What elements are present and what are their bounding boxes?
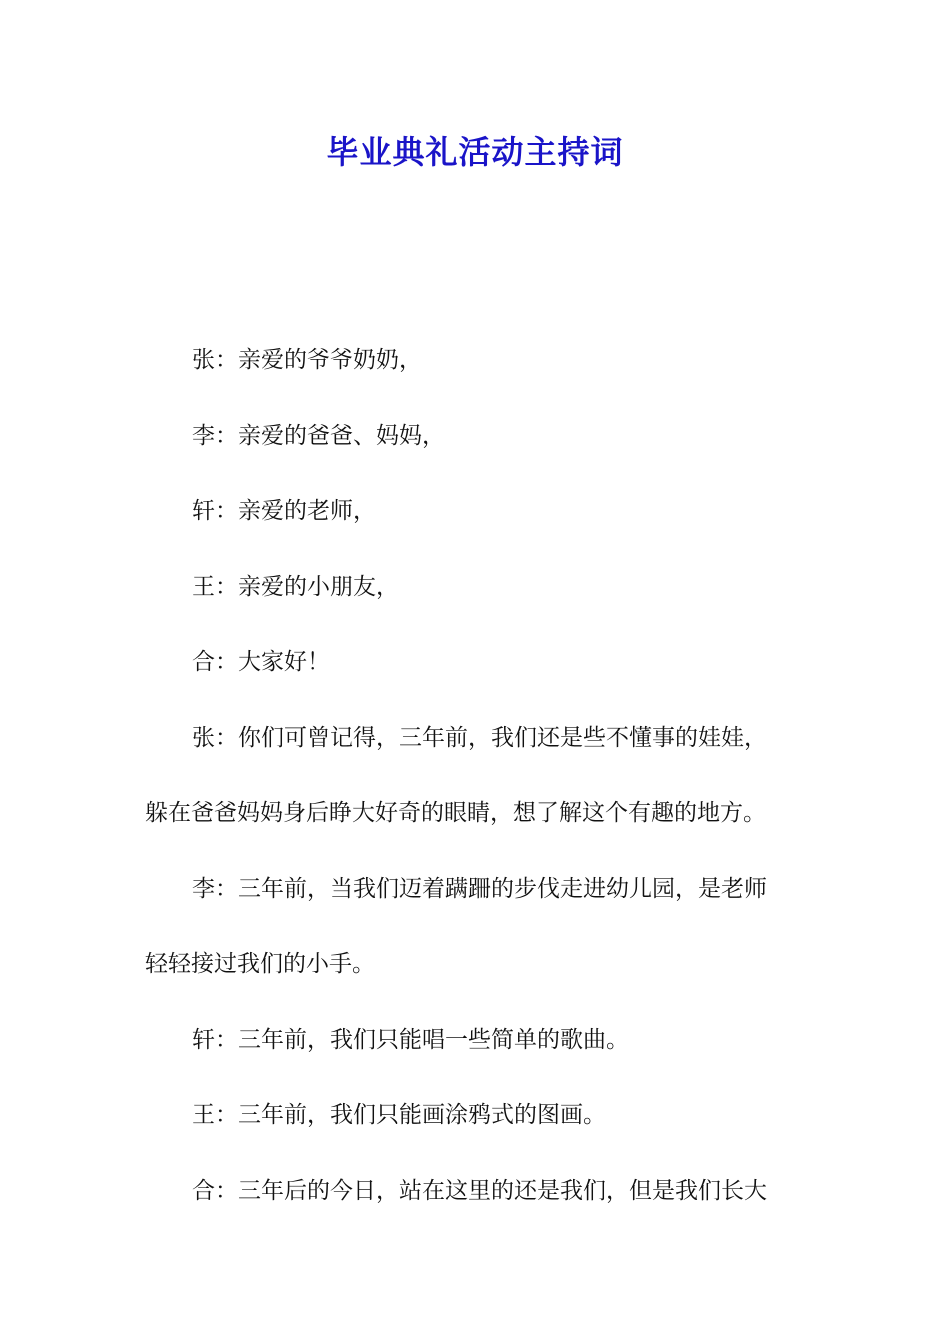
paragraph-line: 轩：亲爱的老师， — [192, 498, 376, 524]
paragraph-line: 张：亲爱的爷爷奶奶， — [192, 347, 422, 373]
paragraph-line: 合：三年后的今日，站在这里的还是我们，但是我们长大 — [192, 1177, 767, 1204]
paragraph-continuation-line: 躲在爸爸妈妈身后睁大好奇的眼睛，想了解这个有趣的地方。 — [145, 800, 766, 826]
paragraph-line: 李：三年前，当我们迈着蹒跚的步伐走进幼儿园，是老师 — [192, 875, 767, 902]
paragraph-line: 张：你们可曾记得，三年前，我们还是些不懂事的娃娃， — [192, 724, 767, 751]
paragraph-line: 王：三年前，我们只能画涂鸦式的图画。 — [192, 1102, 606, 1128]
paragraph-line: 李：亲爱的爸爸、妈妈， — [192, 422, 445, 449]
document-body — [145, 338, 825, 1244]
paragraph-line: 轩：三年前，我们只能唱一些简单的歌曲。 — [192, 1026, 629, 1053]
paragraph-line: 王：亲爱的小朋友， — [192, 573, 399, 600]
document-title: 毕业典礼活动主持词 — [326, 133, 624, 171]
paragraph-line: 合：大家好！ — [192, 649, 330, 675]
paragraph-continuation-line: 轻轻接过我们的小手。 — [145, 951, 375, 977]
